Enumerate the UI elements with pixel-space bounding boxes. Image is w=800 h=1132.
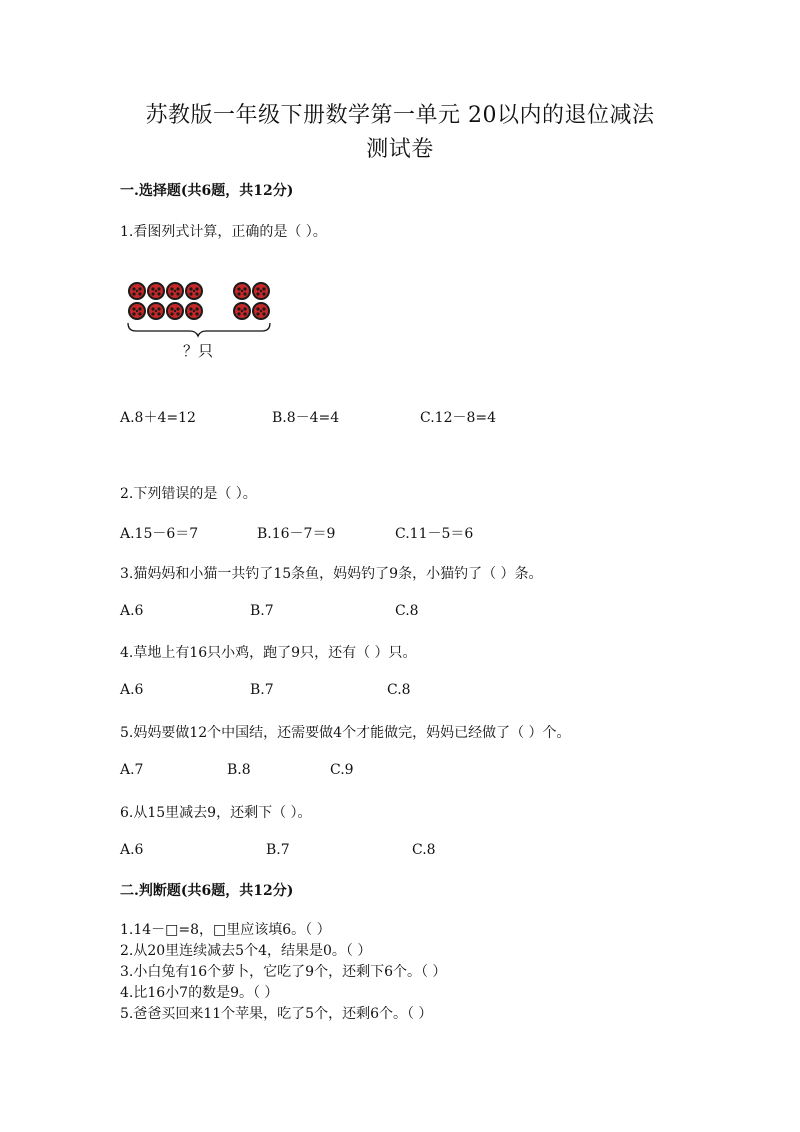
judge-item-5: 5.爸爸买回来11个苹果，吃了5个，还剩6个。（ ）: [120, 1006, 433, 1022]
ladybug-icon: [166, 282, 184, 300]
ladybug-icon: [147, 282, 165, 300]
question-2: 2.下列错误的是（ ）。: [120, 486, 257, 502]
option-a[interactable]: A.15－6＝7: [120, 526, 199, 542]
brace: [128, 323, 270, 336]
ladybug-icon: [252, 282, 270, 300]
option-a[interactable]: A.6: [120, 603, 144, 619]
option-b[interactable]: B.7: [266, 842, 290, 858]
option-c[interactable]: C.8: [412, 842, 436, 858]
judge-item-1: 1.14－□=8，□里应该填6。（ ）: [120, 922, 331, 938]
question-1: 1.看图列式计算，正确的是（ ）。: [120, 224, 327, 240]
option-c[interactable]: C.8: [395, 603, 419, 619]
option-c[interactable]: C.8: [387, 682, 411, 698]
question-3: 3.猫妈妈和小猫一共钓了15条鱼，妈妈钓了9条，小猫钓了（ ）条。: [120, 566, 543, 582]
ladybug-icon: [166, 302, 184, 320]
ladybug-icon: [128, 282, 146, 300]
option-a[interactable]: A.6: [120, 842, 144, 858]
option-b[interactable]: B.7: [250, 682, 274, 698]
question-6: 6.从15里减去9，还剩下（ ）。: [120, 805, 312, 821]
ladybug-icon: [233, 282, 251, 300]
figure-label: ？只: [183, 342, 214, 360]
ladybug-icon: [185, 282, 203, 300]
ladybug-icon: [185, 302, 203, 320]
option-a[interactable]: A.8＋4=12: [120, 410, 196, 426]
ladybug-icon: [128, 302, 146, 320]
ladybug-icon: [233, 302, 251, 320]
option-b[interactable]: B.16－7＝9: [257, 526, 336, 542]
option-c[interactable]: C.9: [330, 762, 354, 778]
judge-item-4: 4.比16小7的数是9。（ ）: [120, 985, 279, 1001]
page-title-line2: 测试卷: [366, 137, 434, 162]
section-heading-choice: 一.选择题(共6题，共12分): [120, 183, 294, 199]
judge-item-3: 3.小白兔有16个萝卜，它吃了9个，还剩下6个。（ ）: [120, 964, 447, 980]
question-4: 4.草地上有16只小鸡，跑了9只，还有（ ）只。: [120, 645, 417, 661]
ladybug-icon: [252, 302, 270, 320]
option-a[interactable]: A.6: [120, 682, 144, 698]
judge-item-2: 2.从20里连续减去5个4，结果是0。（ ）: [120, 943, 372, 959]
ladybug-icon: [147, 302, 165, 320]
question-5: 5.妈妈要做12个中国结，还需要做4个才能做完，妈妈已经做了（ ）个。: [120, 725, 571, 741]
option-b[interactable]: B.8－4=4: [272, 410, 340, 426]
option-b[interactable]: B.8: [227, 762, 251, 778]
page-title-line1: 苏教版一年级下册数学第一单元 20以内的退位减法: [145, 103, 655, 128]
option-c[interactable]: C.12－8=4: [420, 410, 497, 426]
option-c[interactable]: C.11－5＝6: [395, 526, 474, 542]
option-a[interactable]: A.7: [120, 762, 144, 778]
option-b[interactable]: B.7: [250, 603, 274, 619]
section-heading-judge: 二.判断题(共6题，共12分): [120, 883, 294, 899]
